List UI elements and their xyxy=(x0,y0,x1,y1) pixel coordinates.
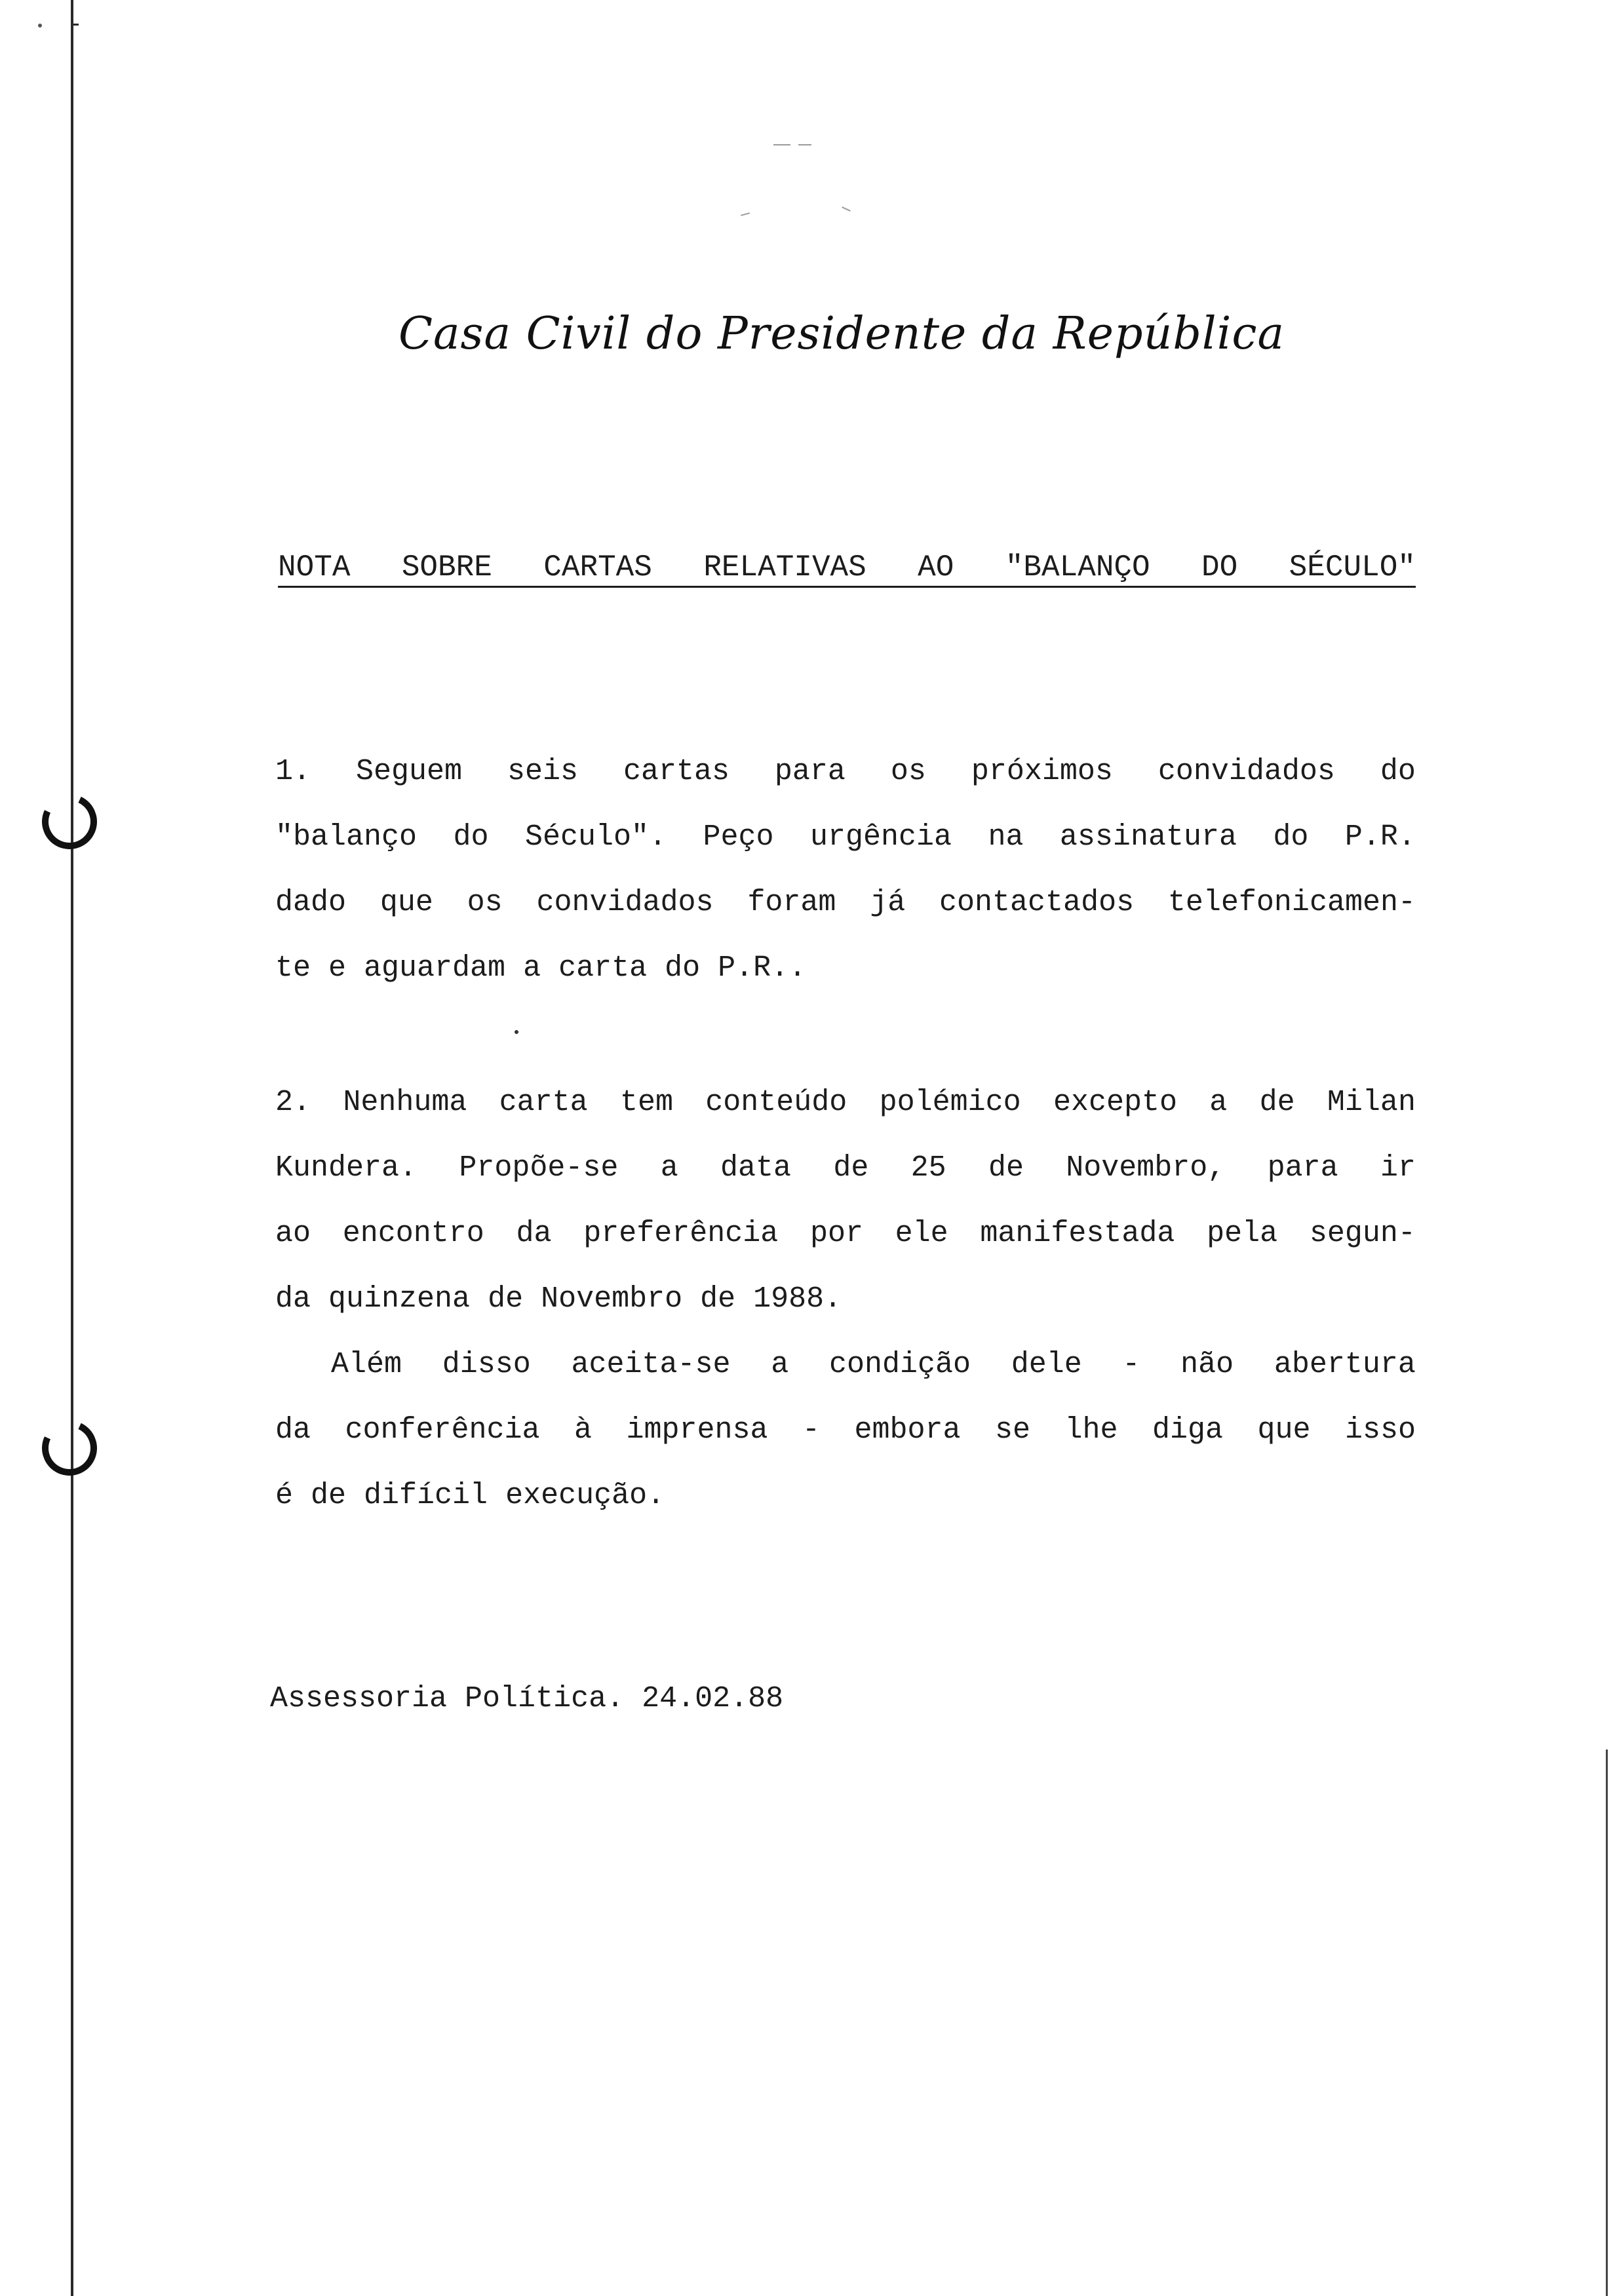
page-edge-line xyxy=(1606,1750,1608,2296)
word: SOBRE xyxy=(401,550,492,584)
word: P.R.. xyxy=(718,951,807,985)
word: 24.02.88 xyxy=(642,1682,784,1715)
punch-hole-bottom xyxy=(34,1413,105,1483)
word: conteúdo xyxy=(705,1086,847,1119)
word: dele xyxy=(1011,1348,1082,1381)
word: na xyxy=(988,820,1024,854)
word: se xyxy=(995,1413,1031,1447)
binding-tick xyxy=(73,24,79,26)
paragraph-2-line-6 xyxy=(275,1412,1416,1449)
word: de xyxy=(1259,1086,1295,1119)
paragraph-1-line-2 xyxy=(275,819,1416,856)
word: os xyxy=(467,886,503,919)
signature-line xyxy=(270,1681,1411,1717)
word: por xyxy=(809,1217,863,1250)
word: P.R. xyxy=(1344,820,1416,854)
word: conferência xyxy=(345,1413,540,1447)
word: convidados xyxy=(536,886,714,919)
word: isso xyxy=(1344,1413,1416,1447)
word: a xyxy=(660,1151,678,1185)
word: do xyxy=(1380,755,1416,788)
word: Além xyxy=(331,1348,402,1381)
word: urgência xyxy=(809,820,952,854)
word: carta xyxy=(499,1086,588,1119)
word: preferência xyxy=(583,1217,779,1250)
letterhead: Casa Civil do Presidente da República xyxy=(398,308,1285,360)
word: ao xyxy=(275,1217,311,1250)
word: os xyxy=(890,755,926,788)
word: próximos xyxy=(971,755,1113,788)
word: não xyxy=(1180,1348,1234,1381)
word: para xyxy=(1267,1151,1338,1185)
word: a xyxy=(771,1348,789,1381)
word: da xyxy=(516,1217,552,1250)
paragraph-2-line-3 xyxy=(275,1215,1416,1252)
scan-dot xyxy=(38,24,42,28)
word: de xyxy=(311,1479,347,1512)
word: polémico xyxy=(879,1086,1021,1119)
word: Kundera. xyxy=(275,1151,418,1185)
paragraph-2-line-7 xyxy=(275,1478,1416,1514)
paragraph-2-line-1 xyxy=(275,1084,1416,1121)
word: lhe xyxy=(1064,1413,1118,1447)
word: de xyxy=(988,1151,1024,1185)
scan-smudge xyxy=(773,144,790,145)
word: já xyxy=(870,886,906,919)
word: aceita-se xyxy=(571,1348,731,1381)
word: RELATIVAS xyxy=(703,550,866,584)
paragraph-2-line-5 xyxy=(331,1347,1416,1383)
word: foram xyxy=(747,886,836,919)
word: Seguem xyxy=(355,755,462,788)
word: tem xyxy=(619,1086,673,1119)
word: Novembro xyxy=(541,1282,683,1316)
word: assinatura xyxy=(1059,820,1237,854)
word: disso xyxy=(442,1348,531,1381)
word: cartas xyxy=(623,755,730,788)
word: a xyxy=(1209,1086,1228,1119)
word: 2. xyxy=(275,1086,311,1119)
word: de xyxy=(488,1282,524,1316)
word: CARTAS xyxy=(543,550,652,584)
word: ir xyxy=(1380,1151,1416,1185)
word: segun- xyxy=(1309,1217,1416,1250)
word: do xyxy=(453,820,489,854)
word: à xyxy=(574,1413,593,1447)
scan-smudge xyxy=(741,212,750,216)
word: encontro xyxy=(342,1217,484,1250)
word: condição xyxy=(828,1348,971,1381)
scan-smudge xyxy=(842,206,851,212)
word: diga xyxy=(1152,1413,1223,1447)
word: manifestada xyxy=(980,1217,1175,1250)
word: de xyxy=(833,1151,869,1185)
word: que xyxy=(1257,1413,1311,1447)
word: Nenhuma xyxy=(343,1086,467,1119)
word: - xyxy=(802,1413,821,1447)
paragraph-1-line-4 xyxy=(275,950,1416,987)
word: SÉCULO" xyxy=(1289,550,1416,584)
paragraph-2-line-4 xyxy=(275,1281,1416,1318)
word: dado xyxy=(275,886,347,919)
word: seis xyxy=(507,755,578,788)
word: abertura xyxy=(1274,1348,1416,1381)
word: é xyxy=(275,1479,294,1512)
word: a xyxy=(523,951,541,985)
scan-smudge xyxy=(798,144,811,145)
word: 25 xyxy=(910,1151,946,1185)
word: e xyxy=(328,951,347,985)
word: do xyxy=(665,951,701,985)
paragraph-1-line-1 xyxy=(275,754,1416,790)
word: quinzena xyxy=(328,1282,471,1316)
word: contactados xyxy=(939,886,1135,919)
word: excepto xyxy=(1053,1086,1177,1119)
word: Propõe-se xyxy=(459,1151,619,1185)
word: Peço xyxy=(703,820,774,854)
word: 1988. xyxy=(753,1282,842,1316)
word: de xyxy=(700,1282,736,1316)
word: - xyxy=(1122,1348,1140,1381)
word: data xyxy=(720,1151,792,1185)
word: ele xyxy=(895,1217,948,1250)
word: da xyxy=(275,1413,311,1447)
word: da xyxy=(275,1282,311,1316)
word: execução. xyxy=(505,1479,665,1512)
word: carta xyxy=(558,951,648,985)
scan-speck xyxy=(515,1030,518,1034)
word: NOTA xyxy=(278,550,351,584)
word: do xyxy=(1273,820,1309,854)
word: convidados xyxy=(1158,755,1335,788)
word: telefonicamen- xyxy=(1167,886,1416,919)
punch-hole-top xyxy=(34,786,105,857)
word: embora xyxy=(854,1413,961,1447)
paragraph-2-line-2 xyxy=(275,1150,1416,1187)
word: 1. xyxy=(275,755,311,788)
word: te xyxy=(275,951,311,985)
word: "balanço xyxy=(275,820,418,854)
word: "BALANÇO xyxy=(1005,550,1150,584)
word: AO xyxy=(918,550,954,584)
document-title xyxy=(278,550,1416,588)
word: que xyxy=(379,886,433,919)
word: DO xyxy=(1201,550,1238,584)
word: pela xyxy=(1207,1217,1278,1250)
word: difícil xyxy=(364,1479,488,1512)
word: aguardam xyxy=(364,951,506,985)
word: Século". xyxy=(524,820,667,854)
word: imprensa xyxy=(626,1413,768,1447)
word: Assessoria xyxy=(270,1682,448,1715)
word: Novembro, xyxy=(1066,1151,1226,1185)
word: Milan xyxy=(1327,1086,1416,1119)
paragraph-1-line-3 xyxy=(275,885,1416,921)
word: Política. xyxy=(465,1682,625,1715)
word: para xyxy=(774,755,846,788)
